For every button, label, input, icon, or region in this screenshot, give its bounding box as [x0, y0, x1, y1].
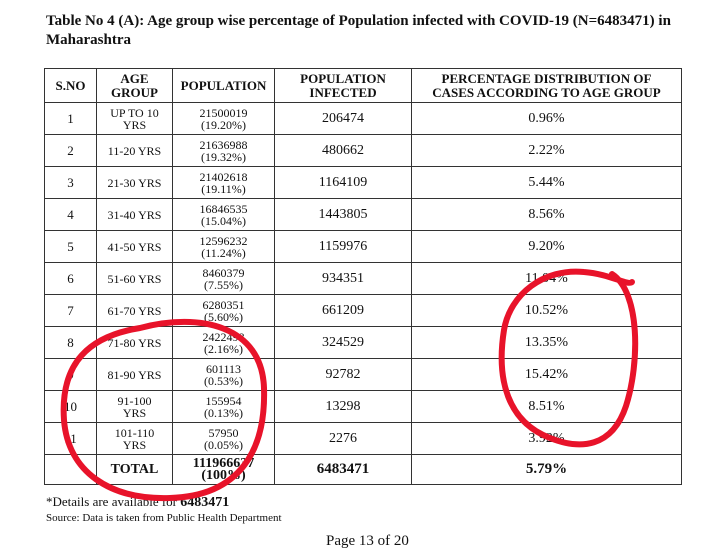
row-population [173, 263, 275, 295]
table-row [45, 295, 682, 327]
row-population [173, 423, 275, 455]
row-population-pct: (2.16%) [204, 341, 243, 356]
age-group-line: 91-100 [117, 393, 152, 408]
table-row [45, 327, 682, 359]
age-group-line: 71-80 YRS [107, 335, 162, 350]
row-population [173, 327, 275, 359]
row-infected: 1443805 [275, 199, 412, 231]
row-age-group [97, 231, 173, 263]
header-percentage [412, 69, 682, 103]
table-header-row [45, 69, 682, 103]
row-age-group [97, 327, 173, 359]
row-age-group [97, 103, 173, 135]
row-age-group [97, 295, 173, 327]
row-population-value: 21402618 [199, 169, 248, 184]
header-age-line-2: GROUP [111, 84, 158, 100]
header-age-group [97, 69, 173, 103]
row-population-value: 16846535 [199, 201, 248, 216]
row-population-value: 57950 [208, 425, 239, 440]
row-population-pct: (0.13%) [204, 405, 243, 420]
details-note [46, 494, 229, 511]
row-age-group [97, 391, 173, 423]
row-percentage: 2.22% [412, 135, 682, 167]
row-sno: 6 [45, 263, 97, 295]
table-row [45, 391, 682, 423]
total-infected: 6483471 [275, 455, 412, 485]
row-population-pct: (0.05%) [204, 437, 243, 452]
row-age-group [97, 359, 173, 391]
row-population [173, 135, 275, 167]
total-population-value: 111966637 [192, 455, 255, 471]
row-sno: 8 [45, 327, 97, 359]
row-population-pct: (19.32%) [201, 149, 246, 164]
source-note: Source: Data is taken from Public Health Department [46, 512, 282, 524]
row-infected: 480662 [275, 135, 412, 167]
row-age-group [97, 423, 173, 455]
row-percentage: 5.44% [412, 167, 682, 199]
row-infected: 1164109 [275, 167, 412, 199]
row-population-value: 6280351 [202, 297, 245, 312]
table-row [45, 199, 682, 231]
row-population-pct: (5.60%) [204, 309, 243, 324]
row-infected: 206474 [275, 103, 412, 135]
header-infected [275, 69, 412, 103]
total-sno [45, 455, 97, 485]
row-age-group [97, 199, 173, 231]
row-population-pct: (19.20%) [201, 117, 246, 132]
table-row [45, 423, 682, 455]
age-group-table [44, 68, 682, 485]
table-row [45, 231, 682, 263]
table-row [45, 359, 682, 391]
row-population [173, 359, 275, 391]
row-sno: 3 [45, 167, 97, 199]
row-population-pct: (11.24%) [201, 245, 246, 260]
row-population-value: 12596232 [199, 233, 248, 248]
row-sno: 5 [45, 231, 97, 263]
row-age-group [97, 167, 173, 199]
row-sno: 10 [45, 391, 97, 423]
row-infected: 92782 [275, 359, 412, 391]
row-age-group [97, 263, 173, 295]
row-population [173, 295, 275, 327]
row-infected: 2276 [275, 423, 412, 455]
age-group-line: 81-90 YRS [107, 367, 162, 382]
age-group-line: 41-50 YRS [107, 239, 162, 254]
header-sno: S.NO [45, 69, 97, 103]
row-sno: 1 [45, 103, 97, 135]
row-population-value: 21636988 [199, 137, 248, 152]
age-group-line: 11-20 YRS [107, 143, 162, 158]
row-percentage: 0.96% [412, 103, 682, 135]
row-percentage: 11.04% [412, 263, 682, 295]
row-sno: 7 [45, 295, 97, 327]
age-group-line: UP TO 10 [110, 105, 159, 120]
row-percentage: 9.20% [412, 231, 682, 263]
age-group-line: 21-30 YRS [107, 175, 162, 190]
row-population-pct: (19.11%) [201, 181, 246, 196]
row-population [173, 199, 275, 231]
row-sno: 4 [45, 199, 97, 231]
row-population-value: 601113 [205, 361, 242, 376]
age-group-line: YRS [122, 405, 147, 420]
age-group-line: 101-110 [114, 425, 155, 440]
age-group-line: YRS [122, 117, 147, 132]
total-label: TOTAL [97, 455, 173, 485]
row-population [173, 231, 275, 263]
table-row [45, 103, 682, 135]
row-population [173, 167, 275, 199]
row-percentage: 3.92% [412, 423, 682, 455]
row-population-value: 155954 [205, 393, 242, 408]
table-row [45, 135, 682, 167]
row-population-value: 2422498 [202, 329, 245, 344]
row-percentage: 10.52% [412, 295, 682, 327]
header-population: POPULATION [173, 69, 275, 103]
age-group-line: 61-70 YRS [107, 303, 162, 318]
details-note-count: 6483471 [180, 495, 230, 510]
row-sno: 9 [45, 359, 97, 391]
table-row [45, 167, 682, 199]
table-total-row [45, 455, 682, 485]
age-group-line: 31-40 YRS [107, 207, 162, 222]
row-infected: 324529 [275, 327, 412, 359]
total-population-pct: (100%) [201, 467, 246, 483]
row-percentage: 8.56% [412, 199, 682, 231]
page-number: Page 13 of 20 [326, 533, 409, 549]
row-infected: 1159976 [275, 231, 412, 263]
age-group-line: YRS [122, 437, 147, 452]
row-percentage: 15.42% [412, 359, 682, 391]
row-age-group [97, 135, 173, 167]
row-percentage: 13.35% [412, 327, 682, 359]
row-population-pct: (7.55%) [204, 277, 243, 292]
age-group-line: 51-60 YRS [107, 271, 162, 286]
header-age-line-1: AGE [120, 70, 149, 86]
details-note-text: *Details are available for [46, 494, 181, 509]
row-population-pct: (0.53%) [204, 373, 243, 388]
row-infected: 934351 [275, 263, 412, 295]
row-infected: 661209 [275, 295, 412, 327]
row-sno: 11 [45, 423, 97, 455]
row-percentage: 8.51% [412, 391, 682, 423]
total-percentage: 5.79% [412, 455, 682, 485]
header-infected-line-2: INFECTED [309, 84, 377, 100]
row-population-value: 8460379 [202, 265, 245, 280]
row-population-value: 21500019 [199, 105, 248, 120]
row-infected: 13298 [275, 391, 412, 423]
row-population [173, 391, 275, 423]
header-infected-line-1: POPULATION [300, 70, 386, 86]
row-population [173, 103, 275, 135]
row-population-pct: (15.04%) [201, 213, 246, 228]
row-sno: 2 [45, 135, 97, 167]
table-body [45, 103, 682, 455]
header-percentage-line-1: PERCENTAGE DISTRIBUTION OF [441, 70, 652, 86]
total-population [173, 455, 275, 485]
table-row [45, 263, 682, 295]
header-percentage-line-2: CASES ACCORDING TO AGE GROUP [432, 84, 661, 100]
table-title: Table No 4 (A): Age group wise percentage of Population infected with COVID-19 (N=6483471) in Maharashtra [46, 13, 671, 48]
